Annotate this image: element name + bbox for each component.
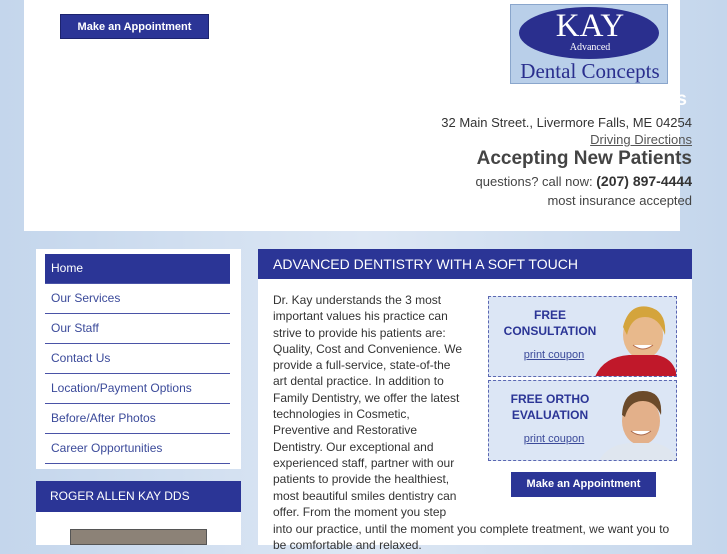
accepting-patients-heading: Accepting New Patients	[476, 148, 692, 169]
logo-tagline: Dental Concepts	[520, 59, 660, 83]
insurance-note: most insurance accepted	[547, 193, 692, 208]
doctor-photo	[70, 529, 207, 545]
nav-item-contact-us[interactable]: Contact Us	[45, 344, 230, 374]
driving-directions-link[interactable]: Driving Directions	[590, 132, 692, 147]
logo-name: KAY	[555, 8, 625, 44]
make-appointment-button-main[interactable]: Make an Appointment	[511, 472, 656, 497]
sidebar-nav	[36, 249, 241, 469]
make-appointment-button[interactable]: Make an Appointment	[60, 14, 209, 39]
kay-logo[interactable]	[510, 4, 668, 84]
intro-paragraph-continued: into our practice, until the moment you complete treatment, we want you to be comfortable and relaxed.	[273, 522, 670, 553]
intro-paragraph: Dr. Kay understands the 3 most important values his practice can strive to provide his patients are: Quality, Cost and Convenience. We provide a full-service, state-of-the art dental practice. In addition to Family Dentistry, we offer the latest technologies in Cosmetic, Preventive and Restorative Dentistry. Our exceptional and experienced staff, partner with our patients to provide the healthiest, most beautiful smiles dentistry can offer. From the moment you step	[273, 293, 462, 519]
coupon-free-ortho-evaluation[interactable]	[488, 380, 677, 461]
nav-item-home[interactable]: Home	[45, 254, 230, 284]
coupon-title-line1: FREE ORTHO	[510, 392, 590, 406]
print-coupon-link[interactable]: print coupon	[523, 433, 585, 445]
nav-item-careers[interactable]: Career Opportunities	[45, 434, 230, 464]
coupon-title-line2: EVALUATION	[511, 408, 589, 422]
address: 32 Main Street., Livermore Falls, ME 04254	[441, 115, 692, 130]
header-faded-text: ts	[670, 89, 687, 110]
doctor-name-heading: ROGER ALLEN KAY DDS	[36, 481, 241, 512]
smiling-woman-photo	[589, 301, 677, 377]
nav-item-our-staff[interactable]: Our Staff	[45, 314, 230, 344]
call-line	[476, 173, 692, 189]
phone-number[interactable]: (207) 897-4444	[596, 173, 692, 189]
coupon-title-line1: FREE	[533, 308, 566, 322]
coupon-title-line2: CONSULTATION	[503, 324, 597, 338]
nav-item-before-after[interactable]: Before/After Photos	[45, 404, 230, 434]
main-content	[258, 249, 692, 553]
main-heading: ADVANCED DENTISTRY WITH A SOFT TOUCH	[258, 249, 692, 279]
nav-item-our-services[interactable]: Our Services	[45, 284, 230, 314]
call-prefix: questions? call now:	[475, 174, 593, 189]
logo-sub: Advanced	[569, 42, 611, 53]
smiling-man-photo	[589, 385, 677, 461]
nav-item-location-payment[interactable]: Location/Payment Options	[45, 374, 230, 404]
coupon-free-consultation[interactable]	[488, 296, 677, 377]
print-coupon-link[interactable]: print coupon	[523, 349, 585, 361]
